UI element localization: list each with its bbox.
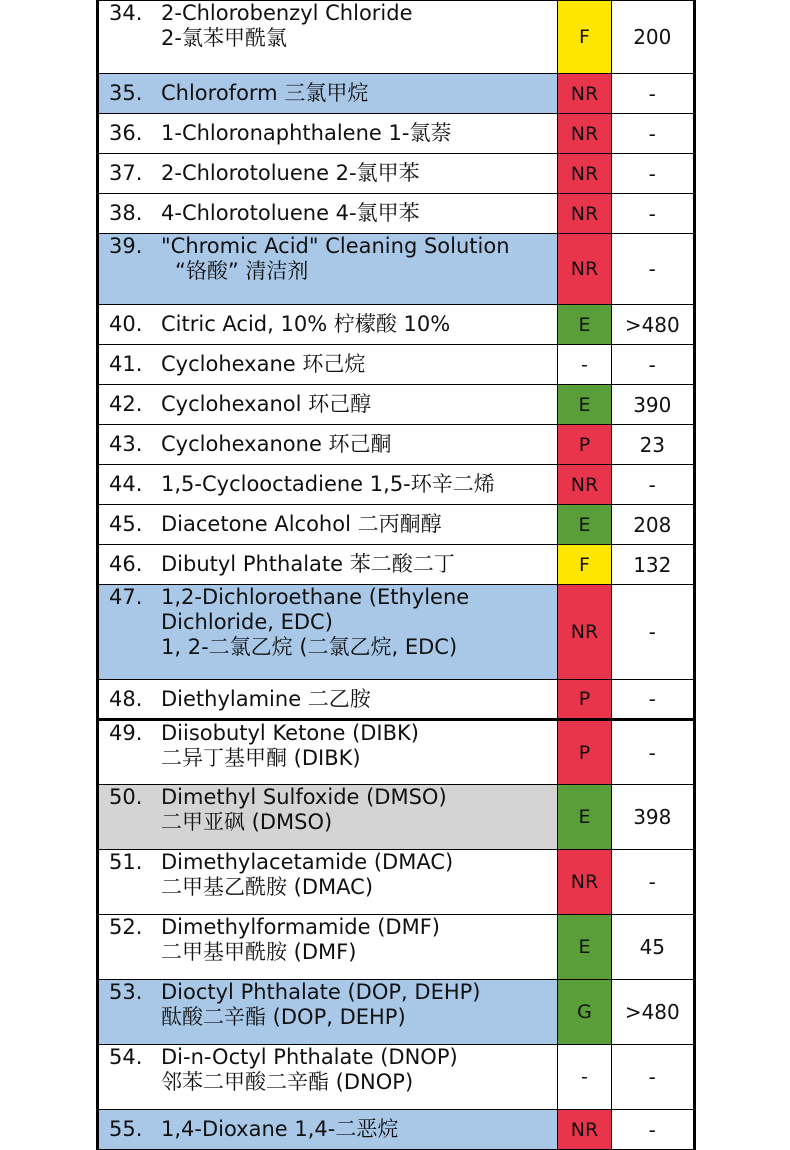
table-row bbox=[98, 720, 695, 785]
breakthrough-time-cell: - bbox=[611, 585, 694, 680]
breakthrough-time-cell: >480 bbox=[611, 980, 694, 1045]
chemical-name-line: 2-Chlorotoluene 2-氯甲苯 bbox=[161, 161, 420, 185]
chemical-name-line: Diisobutyl Ketone (DIBK) bbox=[161, 721, 419, 745]
table-row bbox=[98, 1, 695, 74]
row-number: 35. bbox=[109, 81, 143, 105]
chemical-name-line: Diacetone Alcohol 二丙酮醇 bbox=[161, 512, 442, 536]
row-number: 46. bbox=[109, 552, 143, 576]
chemical-name-line: Cyclohexanol 环己醇 bbox=[161, 392, 372, 416]
breakthrough-time-cell: - bbox=[611, 680, 694, 720]
row-number: 38. bbox=[109, 201, 143, 225]
row-number: 48. bbox=[109, 686, 143, 711]
chemical-name-line: 1-Chloronaphthalene 1-氯萘 bbox=[161, 121, 452, 145]
table-row bbox=[98, 505, 695, 545]
table-row bbox=[98, 585, 695, 680]
chemical-name-cell bbox=[98, 980, 558, 1045]
rating-cell: - bbox=[558, 345, 611, 385]
row-number: 53. bbox=[109, 980, 143, 1004]
chemical-name-cell bbox=[98, 234, 558, 305]
chemical-name-cell bbox=[98, 1110, 558, 1150]
breakthrough-time-cell: 200 bbox=[611, 1, 694, 74]
rating-cell: E bbox=[558, 385, 611, 425]
chemical-name-cell bbox=[98, 1, 558, 74]
chemical-name-line: Citric Acid, 10% 柠檬酸 10% bbox=[161, 312, 451, 336]
chemical-name-line: Dioctyl Phthalate (DOP, DEHP) bbox=[161, 980, 481, 1004]
chemical-name-cell bbox=[98, 114, 558, 154]
chemical-name-line: Dimethyl Sulfoxide (DMSO) bbox=[161, 785, 447, 809]
row-number: 43. bbox=[109, 432, 143, 456]
table-row bbox=[98, 980, 695, 1045]
breakthrough-time-cell: - bbox=[611, 345, 694, 385]
chemical-name bbox=[161, 512, 551, 537]
rating-cell: F bbox=[558, 545, 611, 585]
chemical-name bbox=[161, 687, 551, 712]
chemical-name-line: 1, 2-二氯乙烷 (二氯乙烷, EDC) bbox=[161, 635, 458, 659]
rating-cell: E bbox=[558, 505, 611, 545]
breakthrough-time-cell: - bbox=[611, 194, 694, 234]
breakthrough-time-cell: 398 bbox=[611, 785, 694, 850]
chemical-name-cell bbox=[98, 465, 558, 505]
row-number: 49. bbox=[109, 721, 143, 745]
chemical-name bbox=[161, 352, 551, 377]
row-number: 36. bbox=[109, 121, 143, 145]
breakthrough-time-cell: 23 bbox=[611, 425, 694, 465]
table-row bbox=[98, 305, 695, 345]
chemical-name bbox=[161, 980, 551, 1030]
table-row bbox=[98, 425, 695, 465]
rating-cell: E bbox=[558, 305, 611, 345]
rating-cell: NR bbox=[558, 154, 611, 194]
rating-cell: NR bbox=[558, 1110, 611, 1150]
chemical-name-line: 邻苯二甲酸二辛酯 (DNOP) bbox=[161, 1070, 414, 1094]
table-row bbox=[98, 234, 695, 305]
chemical-name-cell bbox=[98, 850, 558, 915]
row-number: 54. bbox=[109, 1045, 143, 1069]
table-row bbox=[98, 545, 695, 585]
breakthrough-time-cell: >480 bbox=[611, 305, 694, 345]
rating-cell: P bbox=[558, 680, 611, 720]
rating-cell: NR bbox=[558, 194, 611, 234]
rating-cell: NR bbox=[558, 850, 611, 915]
chemical-name bbox=[161, 585, 551, 660]
chemical-name-cell bbox=[98, 154, 558, 194]
chemical-name-cell bbox=[98, 545, 558, 585]
chemical-name-line: "Chromic Acid" Cleaning Solution bbox=[161, 234, 510, 258]
chemical-name-line: 二甲亚砜 (DMSO) bbox=[161, 810, 333, 834]
chemical-name-line: 1,5-Cyclooctadiene 1,5-环辛二烯 bbox=[161, 472, 495, 496]
row-number: 45. bbox=[109, 512, 143, 536]
chemical-name-cell bbox=[98, 74, 558, 114]
breakthrough-time-cell: - bbox=[611, 234, 694, 305]
rating-cell: NR bbox=[558, 114, 611, 154]
table-row bbox=[98, 345, 695, 385]
breakthrough-time-cell: - bbox=[611, 154, 694, 194]
table-row bbox=[98, 465, 695, 505]
breakthrough-time-cell: - bbox=[611, 1045, 694, 1110]
rating-cell: P bbox=[558, 720, 611, 785]
chemical-name-cell bbox=[98, 425, 558, 465]
chemical-name-cell bbox=[98, 345, 558, 385]
chemical-name-line: 2-氯苯甲酰氯 bbox=[161, 26, 287, 50]
chemical-name bbox=[161, 1, 551, 51]
row-number: 44. bbox=[109, 472, 143, 496]
rating-cell: NR bbox=[558, 585, 611, 680]
row-number: 41. bbox=[109, 352, 143, 376]
row-number: 55. bbox=[109, 1117, 143, 1141]
table-row bbox=[98, 915, 695, 980]
rating-cell: NR bbox=[558, 234, 611, 305]
breakthrough-time-cell: 390 bbox=[611, 385, 694, 425]
table-row bbox=[98, 1045, 695, 1110]
chemical-name-line: Dichloride, EDC) bbox=[161, 610, 333, 634]
chemical-name bbox=[161, 161, 551, 186]
chemical-name bbox=[161, 1117, 551, 1142]
chemical-name bbox=[161, 552, 551, 577]
rating-cell: F bbox=[558, 1, 611, 74]
chemical-resistance-table bbox=[96, 0, 696, 1150]
table-row bbox=[98, 385, 695, 425]
row-number: 34. bbox=[109, 1, 143, 25]
chemical-name-line: Di-n-Octyl Phthalate (DNOP) bbox=[161, 1045, 458, 1069]
rating-cell: E bbox=[558, 915, 611, 980]
chemical-name-line: 1,2-Dichloroethane (Ethylene bbox=[161, 585, 470, 609]
table-row bbox=[98, 785, 695, 850]
table-body bbox=[98, 1, 695, 1150]
rating-cell: P bbox=[558, 425, 611, 465]
row-number: 52. bbox=[109, 915, 143, 939]
breakthrough-time-cell: 45 bbox=[611, 915, 694, 980]
rating-cell: NR bbox=[558, 74, 611, 114]
breakthrough-time-cell: 208 bbox=[611, 505, 694, 545]
table-row bbox=[98, 680, 695, 720]
row-number: 39. bbox=[109, 234, 143, 258]
chemical-name bbox=[161, 81, 551, 106]
chemical-name-line: 二异丁基甲酮 (DIBK) bbox=[161, 746, 361, 770]
chemical-name-cell bbox=[98, 305, 558, 345]
chemical-name-line: Dimethylformamide (DMF) bbox=[161, 915, 440, 939]
breakthrough-time-cell: 132 bbox=[611, 545, 694, 585]
chemical-name bbox=[161, 785, 551, 835]
chemical-name-line: “铬酸” 清洁剂 bbox=[175, 259, 309, 283]
breakthrough-time-cell: - bbox=[611, 1110, 694, 1150]
rating-cell: NR bbox=[558, 465, 611, 505]
row-number: 50. bbox=[109, 785, 143, 809]
table-row bbox=[98, 194, 695, 234]
chemical-name-line: 4-Chlorotoluene 4-氯甲苯 bbox=[161, 201, 420, 225]
rating-cell: G bbox=[558, 980, 611, 1045]
chemical-name-line: Cyclohexanone 环己酮 bbox=[161, 432, 392, 456]
chemical-name-cell bbox=[98, 785, 558, 850]
row-number: 42. bbox=[109, 392, 143, 416]
chemical-name-line: Dimethylacetamide (DMAC) bbox=[161, 850, 454, 874]
chemical-name-cell bbox=[98, 1045, 558, 1110]
chemical-name-line: 二甲基乙酰胺 (DMAC) bbox=[161, 875, 374, 899]
chemical-name bbox=[161, 472, 551, 497]
chemical-name bbox=[161, 234, 551, 284]
table-row bbox=[98, 154, 695, 194]
chemical-name-line: 2-Chlorobenzyl Chloride bbox=[161, 1, 413, 25]
chemical-name bbox=[161, 392, 551, 417]
table-row bbox=[98, 1110, 695, 1150]
table-row bbox=[98, 74, 695, 114]
rating-cell: E bbox=[558, 785, 611, 850]
chemical-name-line: 1,4-Dioxane 1,4-二恶烷 bbox=[161, 1117, 399, 1141]
chemical-name-cell bbox=[98, 505, 558, 545]
chemical-name bbox=[161, 201, 551, 226]
breakthrough-time-cell: - bbox=[611, 114, 694, 154]
chemical-name-cell bbox=[98, 194, 558, 234]
breakthrough-time-cell: - bbox=[611, 850, 694, 915]
chemical-name-cell bbox=[98, 915, 558, 980]
chemical-name-line: 酞酸二辛酯 (DOP, DEHP) bbox=[161, 1005, 406, 1029]
chemical-name bbox=[161, 915, 551, 965]
table-row bbox=[98, 114, 695, 154]
chemical-name-line: Diethylamine 二乙胺 bbox=[161, 686, 371, 711]
row-number: 40. bbox=[109, 312, 143, 336]
chemical-name-cell bbox=[98, 585, 558, 680]
chemical-name-line: Chloroform 三氯甲烷 bbox=[161, 81, 369, 105]
chemical-name bbox=[161, 121, 551, 146]
chemical-name-line: Dibutyl Phthalate 苯二酸二丁 bbox=[161, 552, 455, 576]
breakthrough-time-cell: - bbox=[611, 74, 694, 114]
row-number: 47. bbox=[109, 585, 143, 609]
chemical-name-line: Cyclohexane 环己烷 bbox=[161, 352, 366, 376]
chemical-name bbox=[161, 721, 551, 771]
table-row bbox=[98, 850, 695, 915]
row-number: 51. bbox=[109, 850, 143, 874]
chemical-name-cell bbox=[98, 680, 558, 720]
breakthrough-time-cell: - bbox=[611, 465, 694, 505]
chemical-name bbox=[161, 432, 551, 457]
rating-cell: - bbox=[558, 1045, 611, 1110]
chemical-name-line: 二甲基甲酰胺 (DMF) bbox=[161, 940, 357, 964]
chemical-name-cell bbox=[98, 720, 558, 785]
breakthrough-time-cell: - bbox=[611, 720, 694, 785]
chemical-name bbox=[161, 312, 551, 337]
chemical-name-cell bbox=[98, 385, 558, 425]
chemical-name bbox=[161, 850, 551, 900]
chemical-name bbox=[161, 1045, 551, 1095]
row-number: 37. bbox=[109, 161, 143, 185]
